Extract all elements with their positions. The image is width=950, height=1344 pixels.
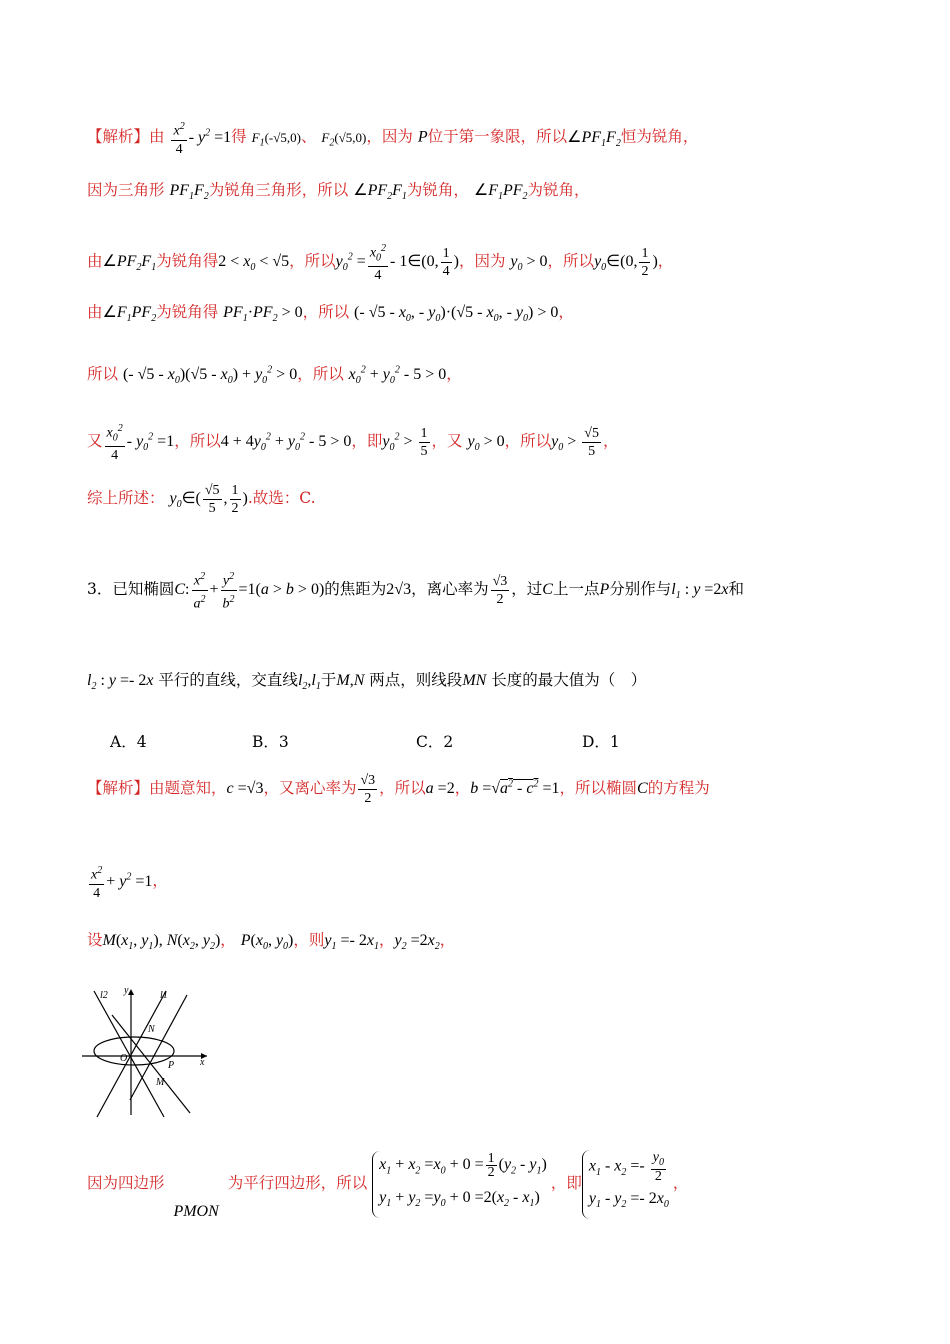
formula: (- $√5 - x_0)(√5 - x_0) + y_0^2 > 0$ bbox=[122, 364, 298, 387]
formula: 2√3 bbox=[386, 580, 412, 598]
formula: $P(x_0$, $y_0$) bbox=[240, 932, 294, 953]
q3-solution-line-4: 因为四边形 PMON 为平行四边形，所以 $x_1 + x_2 =x_0 + 0$ = $\frac{1}{2}$ $(y_2 - y_1)$ $y_1 + y_2 =y_0 + 0 =2(x_2 - x_1)$ ，即 $x_1 - x_2$ =- $\frac{y_0}{2}$ $y_1 - y_2 =- 2x_0$ ， bbox=[87, 1150, 689, 1221]
formula: c =√3 bbox=[226, 780, 264, 798]
option-d: D．1 bbox=[582, 733, 620, 751]
formula: $y_0^2$ = $\frac{x_0^2}{4}$ - 1∈(0, $\frac{1}{4}$ ) bbox=[336, 253, 459, 270]
label-m: M bbox=[156, 1077, 165, 1088]
formula: $\frac{√3}{2}$ bbox=[360, 773, 376, 806]
question-3-line-1: 3．已知椭圆C: $\frac{x^2}{a^2}$ + $\frac{y^2}{b^2}$ =1(a > b > 0)的焦距为2√3，离心率为 $\frac{√3}{2}$ ，过C上一点P分别作与$l_1$ : y =2x和 bbox=[87, 568, 744, 612]
formula: $l_2$ : y =- 2x bbox=[87, 672, 154, 693]
formula: MN bbox=[462, 672, 487, 689]
formula: $\frac{x^2}{4}$ + $y^2 =1$ bbox=[87, 873, 152, 890]
formula: $PF_1F_2$ bbox=[169, 182, 209, 203]
formula: $PF_1\cdot PF_2 > 0$ bbox=[223, 304, 303, 325]
line-l2 bbox=[94, 991, 164, 1117]
formula: $2 < x_0 < √5$ bbox=[218, 252, 290, 274]
solution-line-5: 所以 (- $√5 - x_0)(√5 - x_0) + y_0^2 > 0$，所以 $x_0^2 + y_0^2 - 5 > 0$， bbox=[87, 364, 462, 387]
label-n: N bbox=[148, 1024, 155, 1035]
solution-line-6: 又 $\frac{x_0^2}{4}$ - $y_0^2 =1$，所以$4 + 4y_0^2 + y_0^2 - 5 > 0$，即$y_0^2$ > $\frac{1}{5}$ ，又 $y_0 > 0$，所以$y_0$ > $\frac{√5}{5}$ ， bbox=[87, 420, 618, 464]
ellipse-figure bbox=[82, 985, 217, 1120]
option-b: B．3 bbox=[252, 733, 289, 751]
analysis-tag: 【解析】 bbox=[87, 779, 150, 798]
formula: $\angle PF_2F_1$ bbox=[102, 252, 157, 274]
formula: $\angle PF_1F_2$ bbox=[567, 128, 621, 149]
formula: $b =√a^2 - c^2 =1$ bbox=[470, 778, 560, 798]
formula: $x_0^2 + y_0^2 - 5 > 0$ bbox=[348, 364, 447, 387]
formula: P bbox=[599, 580, 610, 598]
option-c: C．2 bbox=[416, 733, 454, 751]
formula: C bbox=[637, 780, 648, 798]
q3-solution-line-2: $\frac{x^2}{4}$ + $y^2 =1$， bbox=[87, 862, 168, 902]
formula: $y_1 =- 2x_1$ bbox=[324, 932, 379, 953]
formula: $y_0^2$ > $\frac{1}{5}$ bbox=[382, 425, 428, 459]
formula: $\angle F_1PF_2$ bbox=[102, 304, 157, 325]
formula: C: $\frac{x^2}{a^2}$ + $\frac{y^2}{b^2}$ =1(a > b > 0) bbox=[174, 581, 324, 598]
solution-line-2: 因为三角形 $PF_1F_2$为锐角三角形，所以 $\angle PF_2F_1$为锐角， $\angle F_1PF_2$为锐角， bbox=[87, 181, 590, 203]
label-l2: l2 bbox=[100, 990, 108, 1001]
formula: $l_2,l_1$ bbox=[297, 672, 321, 693]
y-axis-arrow-icon bbox=[128, 989, 134, 995]
formula: $M(x_1$, $y_1$), $N(x_2$, $y_2$) bbox=[102, 932, 221, 953]
formula: PMON bbox=[173, 1203, 219, 1221]
formula: M,N bbox=[336, 672, 365, 689]
formula: $F_1(-√5,0)$ bbox=[251, 129, 301, 149]
formula: $l_1$ : y =2x bbox=[671, 580, 729, 602]
question-3-line-2: $l_2$ : y =- 2x 平行的直线，交直线$l_2,l_1$于M,N 两点，则线段MN 长度的最大值为（ ） bbox=[87, 671, 647, 693]
label-l1: l1 bbox=[160, 990, 168, 1001]
q3-solution-line-3: 设$M(x_1$, $y_1$), $N(x_2$, $y_2$)， $P(x_0$, $y_0$)，则$y_1 =- 2x_1$，$y_2 =2x_2$， bbox=[87, 931, 456, 953]
q3-solution-line-1: 【解析】由题意知，c =√3，又离心率为 $\frac{√3}{2}$ ，所以a =2，$b =√a^2 - c^2 =1$，所以椭圆C的方程为 bbox=[87, 773, 710, 806]
formula: $F_2(√5,0)$ bbox=[321, 129, 367, 149]
option-a: A．4 bbox=[110, 733, 147, 751]
formula: C bbox=[542, 580, 553, 598]
formula: $y_0\in$( $\frac{√5}{5}$ , $\frac{1}{2}$ ) bbox=[169, 483, 248, 516]
formula: $\angle PF_2F_1$ bbox=[353, 182, 407, 203]
label-x: x bbox=[200, 1057, 205, 1068]
label-p: P bbox=[168, 1060, 175, 1071]
formula: $\angle F_1PF_2$ bbox=[473, 182, 528, 203]
question-number: 3．已知椭圆 bbox=[87, 579, 175, 598]
solution-line-7: 综上所述： $y_0\in$( $\frac{√5}{5}$ , $\frac{1}{2}$ ).故选：C. bbox=[87, 483, 316, 516]
solution-line-4: 由$\angle F_1PF_2$为锐角得 $PF_1\cdot PF_2 > 0$，所以 (- $√5 - x_0$, - $y_0)\cdot(√5 - x_0$, - $y_0) > 0$， bbox=[87, 303, 574, 325]
formula: (- $√5 - x_0$, - $y_0)\cdot(√5 - x_0$, - $y_0) > 0$ bbox=[354, 304, 559, 325]
formula: $y_0\in(0$, $\frac{1}{2}$ ) bbox=[594, 245, 658, 279]
solution-line-3: 由$\angle PF_2F_1$为锐角得$2 < x_0 < √5$，所以$y_0^2$ = $\frac{x_0^2}{4}$ - 1∈(0, $\frac{1}{4}$ )，因为 $y_0 > 0$，所以$y_0\in(0$, $\frac{1}{2}$ )， bbox=[87, 240, 673, 284]
formula: a =2 bbox=[425, 780, 455, 798]
analysis-tag: 【解析】 bbox=[87, 127, 150, 146]
formula: $\frac{x^2}{4}$ - $y^2 =1$ bbox=[169, 129, 231, 146]
formula: $y_0 > 0$ bbox=[467, 432, 505, 454]
formula: $y_2 =2x_2$ bbox=[394, 932, 440, 953]
formula: $x_1 - x_2$ =- $\frac{y_0}{2}$ $y_1 - y_2 =- 2x_0$ bbox=[582, 1175, 673, 1192]
formula: $\frac{√3}{2}$ bbox=[492, 573, 508, 607]
formula: P bbox=[417, 128, 428, 146]
formula: $y_0 > 0$ bbox=[510, 252, 548, 274]
formula: $x_1 + x_2 =x_0 + 0$ = $\frac{1}{2}$ $(y_2 - y_1)$ $y_1 + y_2 =y_0 + 0 =2(x_2 - x_1)$ bbox=[372, 1175, 551, 1192]
label-o: O bbox=[120, 1053, 128, 1064]
formula: $4 + 4y_0^2 + y_0^2 - 5 > 0$ bbox=[220, 431, 352, 454]
formula: $\frac{x_0^2}{4}$ - $y_0^2 =1$ bbox=[103, 433, 175, 450]
solution-line-1: 【解析】由 $\frac{x^2}{4}$ - $y^2 =1$得 $F_1(-√5,0)$、 $F_2(√5,0)$，因为 P位于第一象限，所以$\angle PF_1F_2$恒为锐角， bbox=[87, 118, 698, 158]
label-y: y bbox=[124, 985, 129, 996]
formula: $y_0$ > $\frac{√5}{5}$ bbox=[551, 425, 599, 459]
